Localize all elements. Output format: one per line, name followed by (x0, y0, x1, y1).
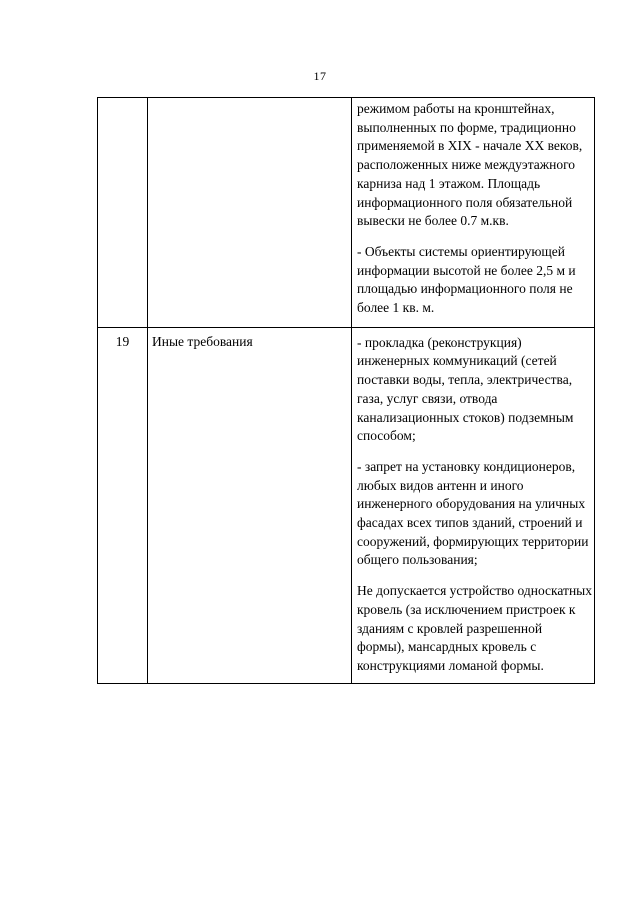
row-number-cell (98, 98, 148, 328)
row-number-cell: 19 (98, 327, 148, 683)
table-row (98, 327, 595, 683)
requirements-table (97, 97, 595, 684)
requirement-paragraph: - Объекты системы ориентирующей информации высотой не более 2,5 м и площадью информационного поля не более 1 кв. м. (357, 243, 576, 316)
row-text-cell (352, 327, 595, 683)
requirement-paragraph: - прокладка (реконструкция) инженерных коммуникаций (сетей поставки воды, тепла, электричества, газа, услуг связи, отвода канализационных стоков) подземным способом; (357, 334, 574, 444)
requirement-paragraph: - запрет на установку кондиционеров, любых видов антенн и иного инженерного оборудования на уличных фасадах всех типов зданий, строений и сооружений, формирующих территории общего пользования; (357, 458, 589, 568)
row-name-cell (148, 98, 352, 328)
page-number: 17 (313, 69, 327, 83)
requirement-paragraph: режимом работы на кронштейнах, выполненных по форме, традиционно применяемой в XIX - начале XX веков, расположенных ниже междуэтажного карниза над 1 этажом. Площадь информационного поля обязательной вывески не более 0.7 м.кв. (357, 101, 583, 229)
row-name-cell: Иные требования (148, 327, 352, 683)
row-text-cell (352, 98, 595, 328)
table-row (98, 98, 595, 328)
requirement-paragraph: Не допускается устройство односкатных кровель (за исключением пристроек к зданиям с кровлей разрешенной формы), мансардных кровель с конструкциями ломаной формы. (357, 583, 592, 673)
